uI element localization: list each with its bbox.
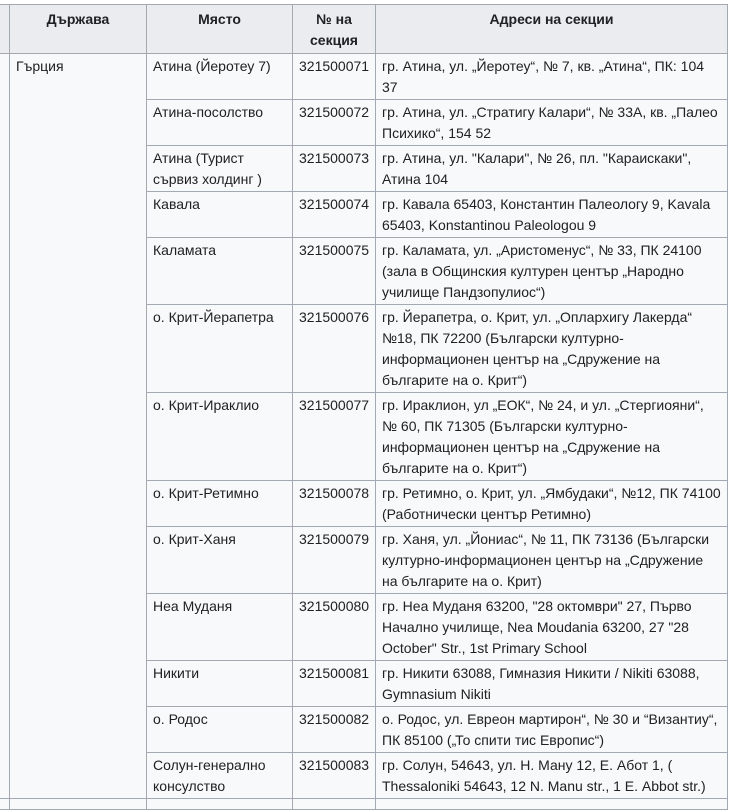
section-number-cell: 321500079 bbox=[293, 527, 376, 594]
empty-cell bbox=[0, 799, 10, 810]
col-header-place: Място bbox=[147, 5, 293, 54]
place-cell: Солун-генерално консулство bbox=[147, 753, 293, 799]
empty-cell bbox=[10, 799, 147, 810]
clipped-left-cell bbox=[0, 54, 10, 799]
section-number-cell: 321500072 bbox=[293, 100, 376, 146]
address-cell: гр. Атина, ул. „Стратигу Калари“, № 33А, кв. „Палео Психико“, 154 52 bbox=[376, 100, 728, 146]
section-number-cell: 321500083 bbox=[293, 753, 376, 799]
address-cell: гр. Никити 63088, Гимназия Никити / Nikiti 63088, Gymnasium Nikiti bbox=[376, 661, 728, 707]
section-number-cell: 321500080 bbox=[293, 594, 376, 661]
header-row bbox=[0, 5, 728, 54]
place-cell: Неа Муданя bbox=[147, 594, 293, 661]
place-cell: о. Крит-Йерапетра bbox=[147, 305, 293, 393]
place-cell: о. Родос bbox=[147, 707, 293, 753]
address-cell: гр. Йерапетра, о. Крит, ул. „Оплархигу Лакерда“ №18, ПК 72200 (Български културно-информационен център на „Сдружение на българите на о. Крит“) bbox=[376, 305, 728, 393]
place-cell: Атина (Йеротеу 7) bbox=[147, 54, 293, 100]
place-cell: о. Крит-Ираклио bbox=[147, 393, 293, 481]
polling-sections-table bbox=[0, 4, 728, 810]
col-header-address: Адреси на секции bbox=[376, 5, 728, 54]
place-cell: о. Крит-Ханя bbox=[147, 527, 293, 594]
table-body bbox=[0, 54, 728, 810]
address-cell: гр. Ретимно, о. Крит, ул. „Ямбудаки“, №12, ПК 74100 (Работнически център Ретимно) bbox=[376, 481, 728, 527]
address-cell: гр. Ираклион, ул „ЕОК“, № 24, и ул. „Стергиояни“, № 60, ПК 71305 (Български културно-информационен център на „Сдружение на българите на о. Крит“) bbox=[376, 393, 728, 481]
table-row bbox=[0, 54, 728, 100]
section-number-cell: 321500074 bbox=[293, 192, 376, 238]
section-number-cell: 321500082 bbox=[293, 707, 376, 753]
col-header-country: Държава bbox=[10, 5, 147, 54]
place-cell: Кавала bbox=[147, 192, 293, 238]
place-cell: Атина (Турист сървиз холдинг ) bbox=[147, 146, 293, 192]
empty-cell bbox=[147, 799, 293, 810]
page bbox=[0, 4, 734, 794]
address-cell: о. Родос, ул. Евреон мартирон“, № 30 и “Византиу“, ПК 85100 („То спити тис Европис“) bbox=[376, 707, 728, 753]
partial-next-row bbox=[0, 799, 728, 810]
address-cell: гр. Ханя, ул. „Йониас“, № 11, ПК 73136 (Български културно-информационен център на „Сдружение на българите на о. Крит) bbox=[376, 527, 728, 594]
place-cell: Атина-посолство bbox=[147, 100, 293, 146]
col-header-clipped bbox=[0, 5, 10, 54]
address-cell: гр. Солун, 54643, ул. Н. Ману 12, Е. Абот 1, ( Thessaloniki 54643, 12 N. Manu str., 1 Е. Abbot str.) bbox=[376, 753, 728, 799]
section-number-cell: 321500081 bbox=[293, 661, 376, 707]
section-number-cell: 321500073 bbox=[293, 146, 376, 192]
address-cell: гр. Неа Муданя 63200, "28 октомври" 27, Първо Начално училище, Nea Moudania 63200, 27 "28 October" Str., 1st Primary School bbox=[376, 594, 728, 661]
empty-cell bbox=[376, 799, 728, 810]
place-cell: Никити bbox=[147, 661, 293, 707]
country-cell: Гърция bbox=[10, 54, 147, 799]
table-header bbox=[0, 5, 728, 54]
empty-cell bbox=[293, 799, 376, 810]
address-cell: гр. Атина, ул. "Калари", № 26, пл. "Караискаки", Атина 104 bbox=[376, 146, 728, 192]
section-number-cell: 321500075 bbox=[293, 238, 376, 305]
place-cell: о. Крит-Ретимно bbox=[147, 481, 293, 527]
address-cell: гр. Кавала 65403, Константин Палеологу 9, Kavala 65403, Konstantinou Paleologou 9 bbox=[376, 192, 728, 238]
section-number-cell: 321500071 bbox=[293, 54, 376, 100]
section-number-cell: 321500078 bbox=[293, 481, 376, 527]
address-cell: гр. Каламата, ул. „Аристоменус“, № 33, ПК 24100 (зала в Общинския културен център „Народно училище Пандзопулиос“) bbox=[376, 238, 728, 305]
place-cell: Каламата bbox=[147, 238, 293, 305]
section-number-cell: 321500077 bbox=[293, 393, 376, 481]
section-number-cell: 321500076 bbox=[293, 305, 376, 393]
col-header-section-number: № на секция bbox=[293, 5, 376, 54]
address-cell: гр. Атина, ул. „Йеротеу“, № 7, кв. „Атина“, ПК: 104 37 bbox=[376, 54, 728, 100]
